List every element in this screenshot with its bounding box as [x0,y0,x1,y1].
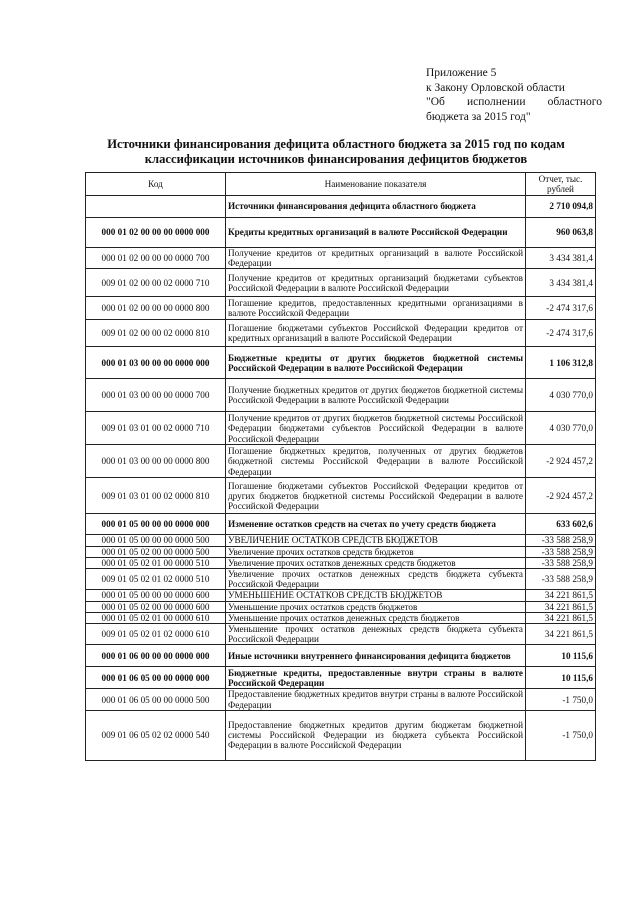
cell-name: Получение кредитов от других бюджетов бюджетной системы Российской Федерации бюджетами субъектов Российской Федерации в валюте Российской Федерации [226,412,526,445]
table-body [86,196,596,761]
cell-name: Погашение кредитов, предоставленных кредитными организациями в валюте Российской Федерации [226,297,526,320]
cell-code: 000 01 06 05 00 00 0000 500 [86,689,226,710]
cell-code [86,196,226,218]
cell-value: -33 588 258,9 [526,546,596,557]
appendix-line-2: к Закону Орловской области [426,81,565,94]
cell-value: 10 115,6 [526,667,596,689]
cell-value: 2 710 094,8 [526,196,596,218]
table-row [86,645,596,667]
table-row [86,557,596,568]
cell-code: 000 01 05 02 01 00 0000 610 [86,612,226,623]
table-row [86,478,596,514]
cell-code: 000 01 06 05 00 00 0000 000 [86,667,226,689]
sources-table [85,172,596,761]
table-row [86,667,596,689]
cell-value: -1 750,0 [526,689,596,710]
cell-value: 3 434 381,4 [526,248,596,269]
cell-name: Изменение остатков средств на счетах по учету средств бюджета [226,514,526,535]
cell-name: Увеличение прочих остатков денежных средств бюджета субъекта Российской Федерации [226,569,526,590]
cell-name: Предоставление бюджетных кредитов другим бюджетам бюджетной системы Российской Федерации из бюджета субъекта Российской Федерации в валюте Российской Федерации [226,710,526,760]
appendix-line-3: "Об исполнении областного [426,96,602,108]
cell-value: 960 063,8 [526,218,596,248]
cell-code: 000 01 06 00 00 00 0000 000 [86,645,226,667]
cell-value: 34 221 861,5 [526,624,596,645]
cell-name: Уменьшение прочих остатков денежных средств бюджетов [226,612,526,623]
cell-value: 4 030 770,0 [526,379,596,412]
header-code: Код [86,173,226,196]
table-row [86,297,596,320]
appendix-block [426,66,602,124]
cell-value: -2 474 317,6 [526,320,596,347]
table-row [86,569,596,590]
cell-name: Уменьшение прочих остатков денежных средств бюджета субъекта Российской Федерации [226,624,526,645]
cell-code: 000 01 05 02 01 00 0000 510 [86,557,226,568]
cell-value: 34 221 861,5 [526,590,596,601]
cell-value: -33 588 258,9 [526,557,596,568]
table-row [86,710,596,760]
table-row [86,412,596,445]
table-row [86,689,596,710]
cell-code: 009 01 02 00 00 02 0000 710 [86,269,226,297]
cell-name: Уменьшение прочих остатков средств бюджетов [226,601,526,612]
cell-name: Погашение бюджетами субъектов Российской Федерации кредитов от других бюджетов бюджетной системы Российской Федерации в валюте Российской Федерации [226,478,526,514]
cell-value: 1 106 312,8 [526,347,596,379]
header-name: Наименование показателя [226,173,526,196]
cell-name: Погашение бюджетами субъектов Российской Федерации кредитов от кредитных организаций в валюте Российской Федерации [226,320,526,347]
document-title: Источники финансирования дефицита областного бюджета за 2015 год по кодам классификации источников финансирования дефицитов бюджетов [107,137,565,166]
cell-code: 009 01 03 01 00 02 0000 710 [86,412,226,445]
table-row [86,269,596,297]
cell-code: 009 01 05 02 01 02 0000 510 [86,569,226,590]
cell-name: УМЕНЬШЕНИЕ ОСТАТКОВ СРЕДСТВ БЮДЖЕТОВ [226,590,526,601]
cell-code: 000 01 05 00 00 00 0000 500 [86,535,226,546]
cell-code: 000 01 02 00 00 00 0000 000 [86,218,226,248]
cell-value: -33 588 258,9 [526,535,596,546]
cell-value: -1 750,0 [526,710,596,760]
cell-name: Источники финансирования дефицита областного бюджета [226,196,526,218]
cell-value: -2 924 457,2 [526,445,596,478]
cell-value: 633 602,6 [526,514,596,535]
cell-code: 009 01 06 05 02 02 0000 540 [86,710,226,760]
cell-name: Погашение бюджетных кредитов, полученных от других бюджетов бюджетной системы Российской Федерации в валюте Российской Федерации [226,445,526,478]
table-row [86,196,596,218]
cell-name: Получение бюджетных кредитов от других бюджетов бюджетной системы Российской Федерации в валюте Российской Федерации [226,379,526,412]
cell-name: Предоставление бюджетных кредитов внутри страны в валюте Российской Федерации [226,689,526,710]
appendix-line-1: Приложение 5 [426,67,497,79]
header-value: Отчет, тыс. рублей [526,173,596,196]
cell-code: 009 01 03 01 00 02 0000 810 [86,478,226,514]
table-row [86,612,596,623]
table-row [86,248,596,269]
table-row [86,546,596,557]
appendix-line-4: бюджета за 2015 год" [426,110,531,123]
table-row [86,590,596,601]
table-row [86,514,596,535]
cell-value: 10 115,6 [526,645,596,667]
cell-code: 000 01 02 00 00 00 0000 800 [86,297,226,320]
table-row [86,218,596,248]
table-row [86,535,596,546]
cell-name: Бюджетные кредиты от других бюджетов бюджетной системы Российской Федерации в валюте Российской Федерации [226,347,526,379]
cell-value: 4 030 770,0 [526,412,596,445]
cell-code: 000 01 03 00 00 00 0000 700 [86,379,226,412]
cell-value: -2 924 457,2 [526,478,596,514]
table-row [86,601,596,612]
cell-name: Получение кредитов от кредитных организаций бюджетами субъектов Российской Федерации в валюте Российской Федерации [226,269,526,297]
cell-code: 000 01 05 02 00 00 0000 500 [86,546,226,557]
cell-name: Бюджетные кредиты, предоставленные внутри страны в валюте Российской Федерации [226,667,526,689]
cell-code: 000 01 03 00 00 00 0000 800 [86,445,226,478]
cell-code: 000 01 05 02 00 00 0000 600 [86,601,226,612]
cell-code: 000 01 05 00 00 00 0000 600 [86,590,226,601]
cell-name: Получение кредитов от кредитных организаций в валюте Российской Федерации [226,248,526,269]
cell-name: Иные источники внутреннего финансирования дефицита бюджетов [226,645,526,667]
table-row [86,320,596,347]
table-row [86,445,596,478]
cell-value: 34 221 861,5 [526,601,596,612]
cell-name: Кредиты кредитных организаций в валюте Российской Федерации [226,218,526,248]
cell-code: 009 01 05 02 01 02 0000 610 [86,624,226,645]
cell-code: 000 01 05 00 00 00 0000 000 [86,514,226,535]
cell-value: -33 588 258,9 [526,569,596,590]
cell-value: -2 474 317,6 [526,297,596,320]
cell-value: 3 434 381,4 [526,269,596,297]
cell-code: 009 01 02 00 00 02 0000 810 [86,320,226,347]
cell-value: 34 221 861,5 [526,612,596,623]
cell-code: 000 01 02 00 00 00 0000 700 [86,248,226,269]
table-header-row [86,173,596,196]
cell-name: Увеличение прочих остатков денежных средств бюджетов [226,557,526,568]
cell-name: Увеличение прочих остатков средств бюджетов [226,546,526,557]
table-row [86,624,596,645]
table-row [86,379,596,412]
cell-code: 000 01 03 00 00 00 0000 000 [86,347,226,379]
table-row [86,347,596,379]
cell-name: УВЕЛИЧЕНИЕ ОСТАТКОВ СРЕДСТВ БЮДЖЕТОВ [226,535,526,546]
